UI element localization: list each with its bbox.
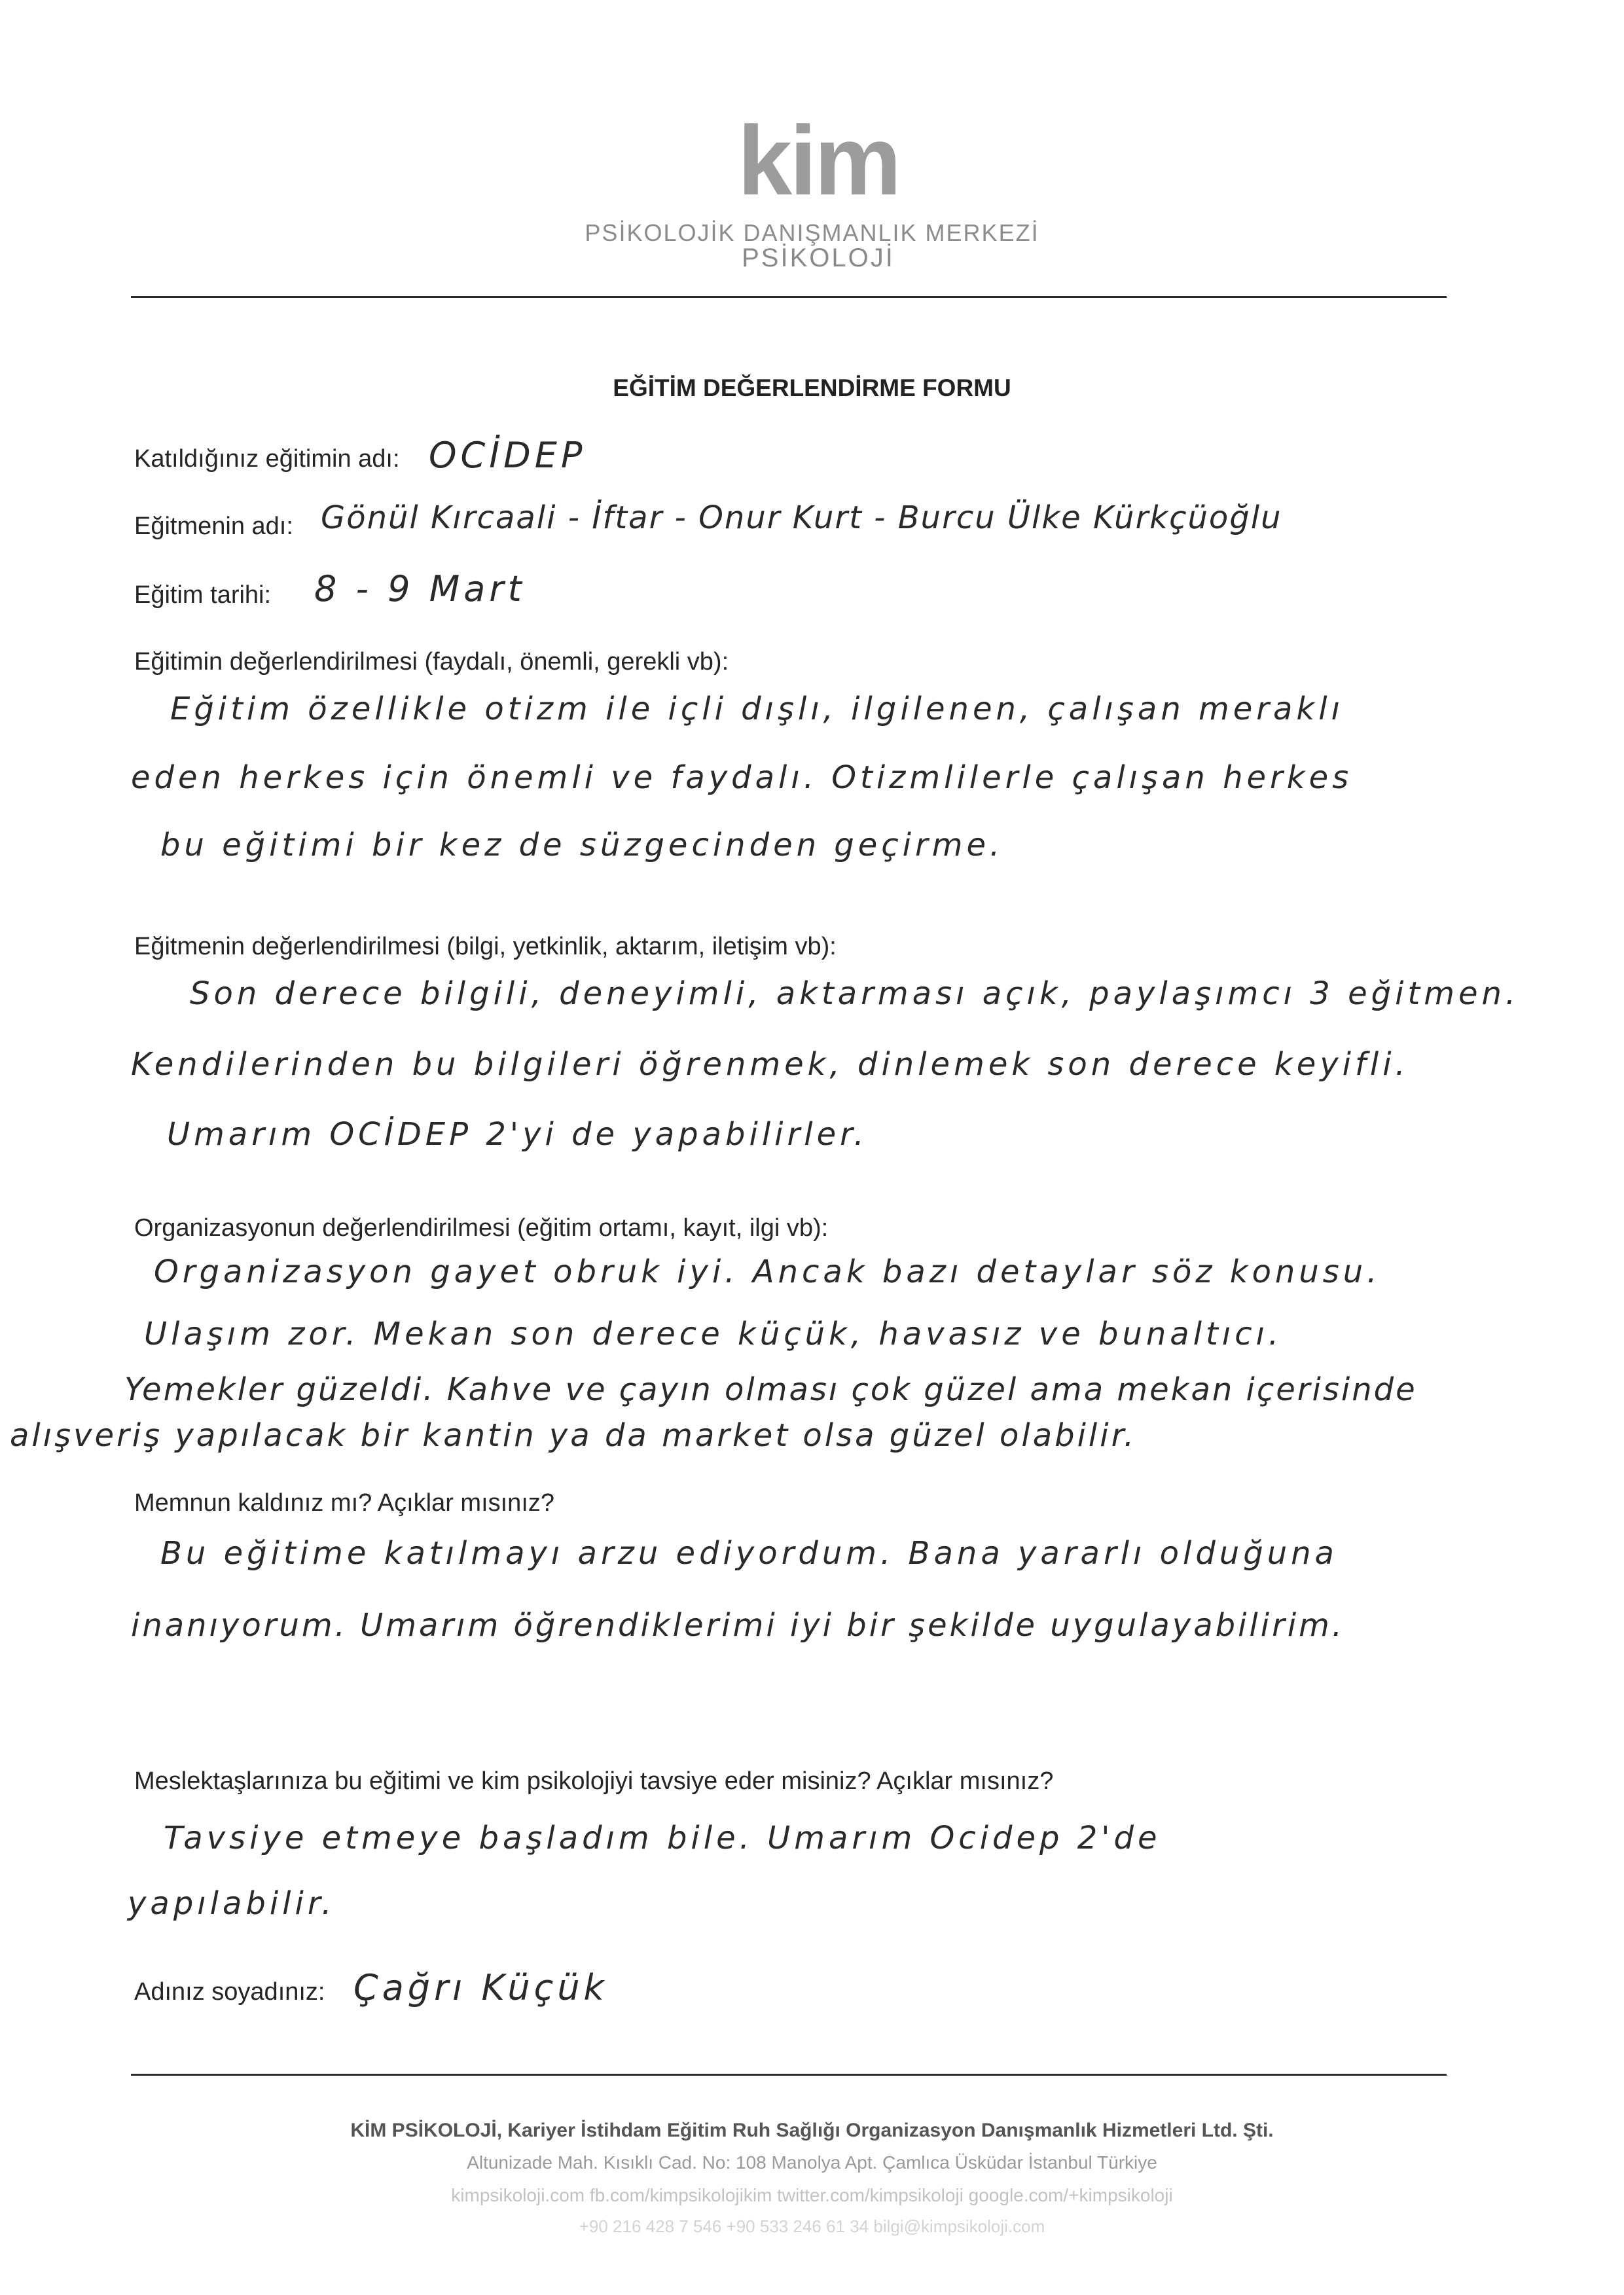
footer-web: kimpsikoloji.com fb.com/kimpsikolojikim twitter.com/kimpsikoloji google.com/+kimpsikoloji (451, 2185, 1173, 2205)
organization-evaluation-line: Ulaşım zor. Mekan son derece küçük, havasız ve bunaltıcı. (144, 1316, 1283, 1352)
respondent-name-value: Çağrı Küçük (353, 1967, 608, 2008)
training-name-label: Katıldığınız eğitimin adı: (134, 445, 400, 473)
recommendation-line: yapılabilir. (128, 1885, 336, 1922)
recommendation-line: Tavsiye etmeye başladım bile. Umarım Ocidep 2'de (164, 1820, 1161, 1856)
satisfaction-line: inanıyorum. Umarım öğrendiklerimi iyi bir şekilde uygulayabilirim. (131, 1607, 1345, 1644)
training-evaluation-line: bu eğitimi bir kez de süzgecinden geçirme. (160, 827, 1004, 863)
trainer-evaluation-label: Eğitmenin değerlendirilmesi (bilgi, yetkinlik, aktarım, iletişim vb): (134, 933, 837, 960)
trainer-evaluation-line: Son derece bilgili, deneyimli, aktarması açık, paylaşımcı 3 eğitmen. (190, 975, 1520, 1012)
trainer-evaluation-line: Kendilerinden bu bilgileri öğrenmek, dinlemek son derece keyifli. (131, 1046, 1409, 1083)
satisfaction-line: Bu eğitime katılmayı arzu ediyordum. Bana yararlı olduğuna (160, 1535, 1338, 1572)
logo-wordmark: kim (737, 105, 899, 215)
training-evaluation-line: Eğitim özellikle otizm ile içli dışlı, ilgilenen, çalışan meraklı (170, 691, 1344, 727)
footer-company: KİM PSİKOLOJİ, Kariyer İstihdam Eğitim Ruh Sağlığı Organizasyon Danışmanlık Hizmetleri Ltd. Şti. (350, 2120, 1274, 2141)
trainer-name-label: Eğitmenin adı: (134, 513, 293, 540)
trainer-name-value: Gönül Kırcaali - İftar - Onur Kurt - Burcu Ülke Kürkçüoğlu (321, 499, 1282, 536)
training-evaluation-label: Eğitimin değerlendirilmesi (faydalı, önemli, gerekli vb): (134, 648, 729, 676)
footer-contact: +90 216 428 7 546 +90 533 246 61 34 bilgi@kimpsikoloji.com (579, 2216, 1045, 2236)
recommendation-label: Meslektaşlarınıza bu eğitimi ve kim psikolojiyi tavsiye eder misiniz? Açıklar mısınız? (134, 1767, 1054, 1795)
organization-evaluation-line: alışveriş yapılacak bir kantin ya da market olsa güzel olabilir. (10, 1417, 1137, 1454)
satisfaction-label: Memnun kaldınız mı? Açıklar mısınız? (134, 1489, 555, 1517)
training-date-label: Eğitim tarihi: (134, 581, 272, 609)
footer-address: Altunizade Mah. Kısıklı Cad. No: 108 Manolya Apt. Çamlıca Üsküdar İstanbul Türkiye (467, 2152, 1157, 2173)
form-title: EĞİTİM DEĞERLENDİRME FORMU (613, 374, 1011, 401)
logo-subtitle: PSİKOLOJİ (742, 244, 895, 272)
training-name-value: OCİDEP (429, 435, 586, 476)
center-name: PSİKOLOJİK DANIŞMANLIK MERKEZİ (585, 219, 1039, 246)
organization-evaluation-line: Yemekler güzeldi. Kahve ve çayın olması çok güzel ama mekan içerisinde (124, 1371, 1417, 1408)
training-date-value: 8 - 9 Mart (314, 568, 526, 609)
footer-divider (131, 2074, 1447, 2076)
organization-evaluation-line: Organizasyon gayet obruk iyi. Ancak bazı detaylar söz konusu. (154, 1254, 1381, 1290)
header-divider (131, 296, 1447, 298)
respondent-name-label: Adınız soyadınız: (134, 1978, 325, 2006)
training-evaluation-line: eden herkes için önemli ve faydalı. Otizmlilerle çalışan herkes (131, 759, 1353, 796)
trainer-evaluation-line: Umarım OCİDEP 2'yi de yapabilirler. (167, 1116, 868, 1153)
organization-evaluation-label: Organizasyonun değerlendirilmesi (eğitim ortamı, kayıt, ilgi vb): (134, 1214, 829, 1242)
